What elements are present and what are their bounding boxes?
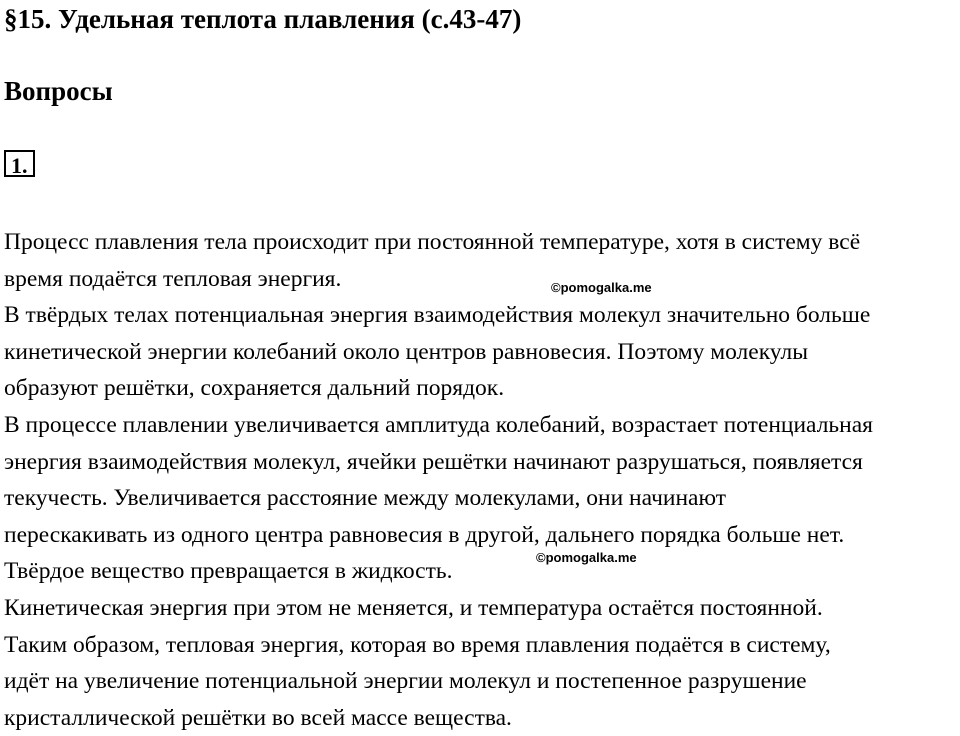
answer-line: идёт на увеличение потенциальной энергии молекул и постепенное разрушение <box>4 668 807 695</box>
watermark-text: ©pomogalka.me <box>551 280 652 295</box>
answer-line: время подаётся тепловая энергия. <box>4 265 342 292</box>
answer-line: кристаллической решётки во всей массе вещества. <box>4 704 512 731</box>
answer-line: Таким образом, тепловая энергия, которая во время плавления подаётся в систему, <box>4 631 831 658</box>
answer-line: энергия взаимодействия молекул, ячейки решётки начинают разрушаться, появляется <box>4 448 863 475</box>
answer-line: перескакивать из одного центра равновесия в другой, дальнего порядка больше нет. <box>4 521 845 548</box>
question-number-box: 1. <box>4 150 35 177</box>
answer-line: В твёрдых телах потенциальная энергия взаимодействия молекул значительно больше <box>4 302 871 329</box>
answer-line: Процесс плавления тела происходит при постоянной температуре, хотя в систему всё <box>4 229 861 255</box>
answer-line: кинетической энергии колебаний около центров равновесия. Поэтому молекулы <box>4 338 809 365</box>
answer-line: В процессе плавлении увеличивается амплитуда колебаний, возрастает потенциальная <box>4 411 873 438</box>
answer-text <box>4 224 960 736</box>
answer-line: текучесть. Увеличивается расстояние между молекулами, они начинают <box>4 485 727 512</box>
watermark-text: ©pomogalka.me <box>536 550 637 565</box>
answer-line: Твёрдое вещество превращается в жидкость. <box>4 558 453 585</box>
answer-line: Кинетическая энергия при этом не меняется, и температура остаётся постоянной. <box>4 594 823 621</box>
page-title: §15. Удельная теплота плавления (с.43-47) <box>4 4 522 34</box>
section-heading: Вопросы <box>4 76 113 106</box>
answer-line: образуют решётки, сохраняется дальний порядок. <box>4 375 505 402</box>
